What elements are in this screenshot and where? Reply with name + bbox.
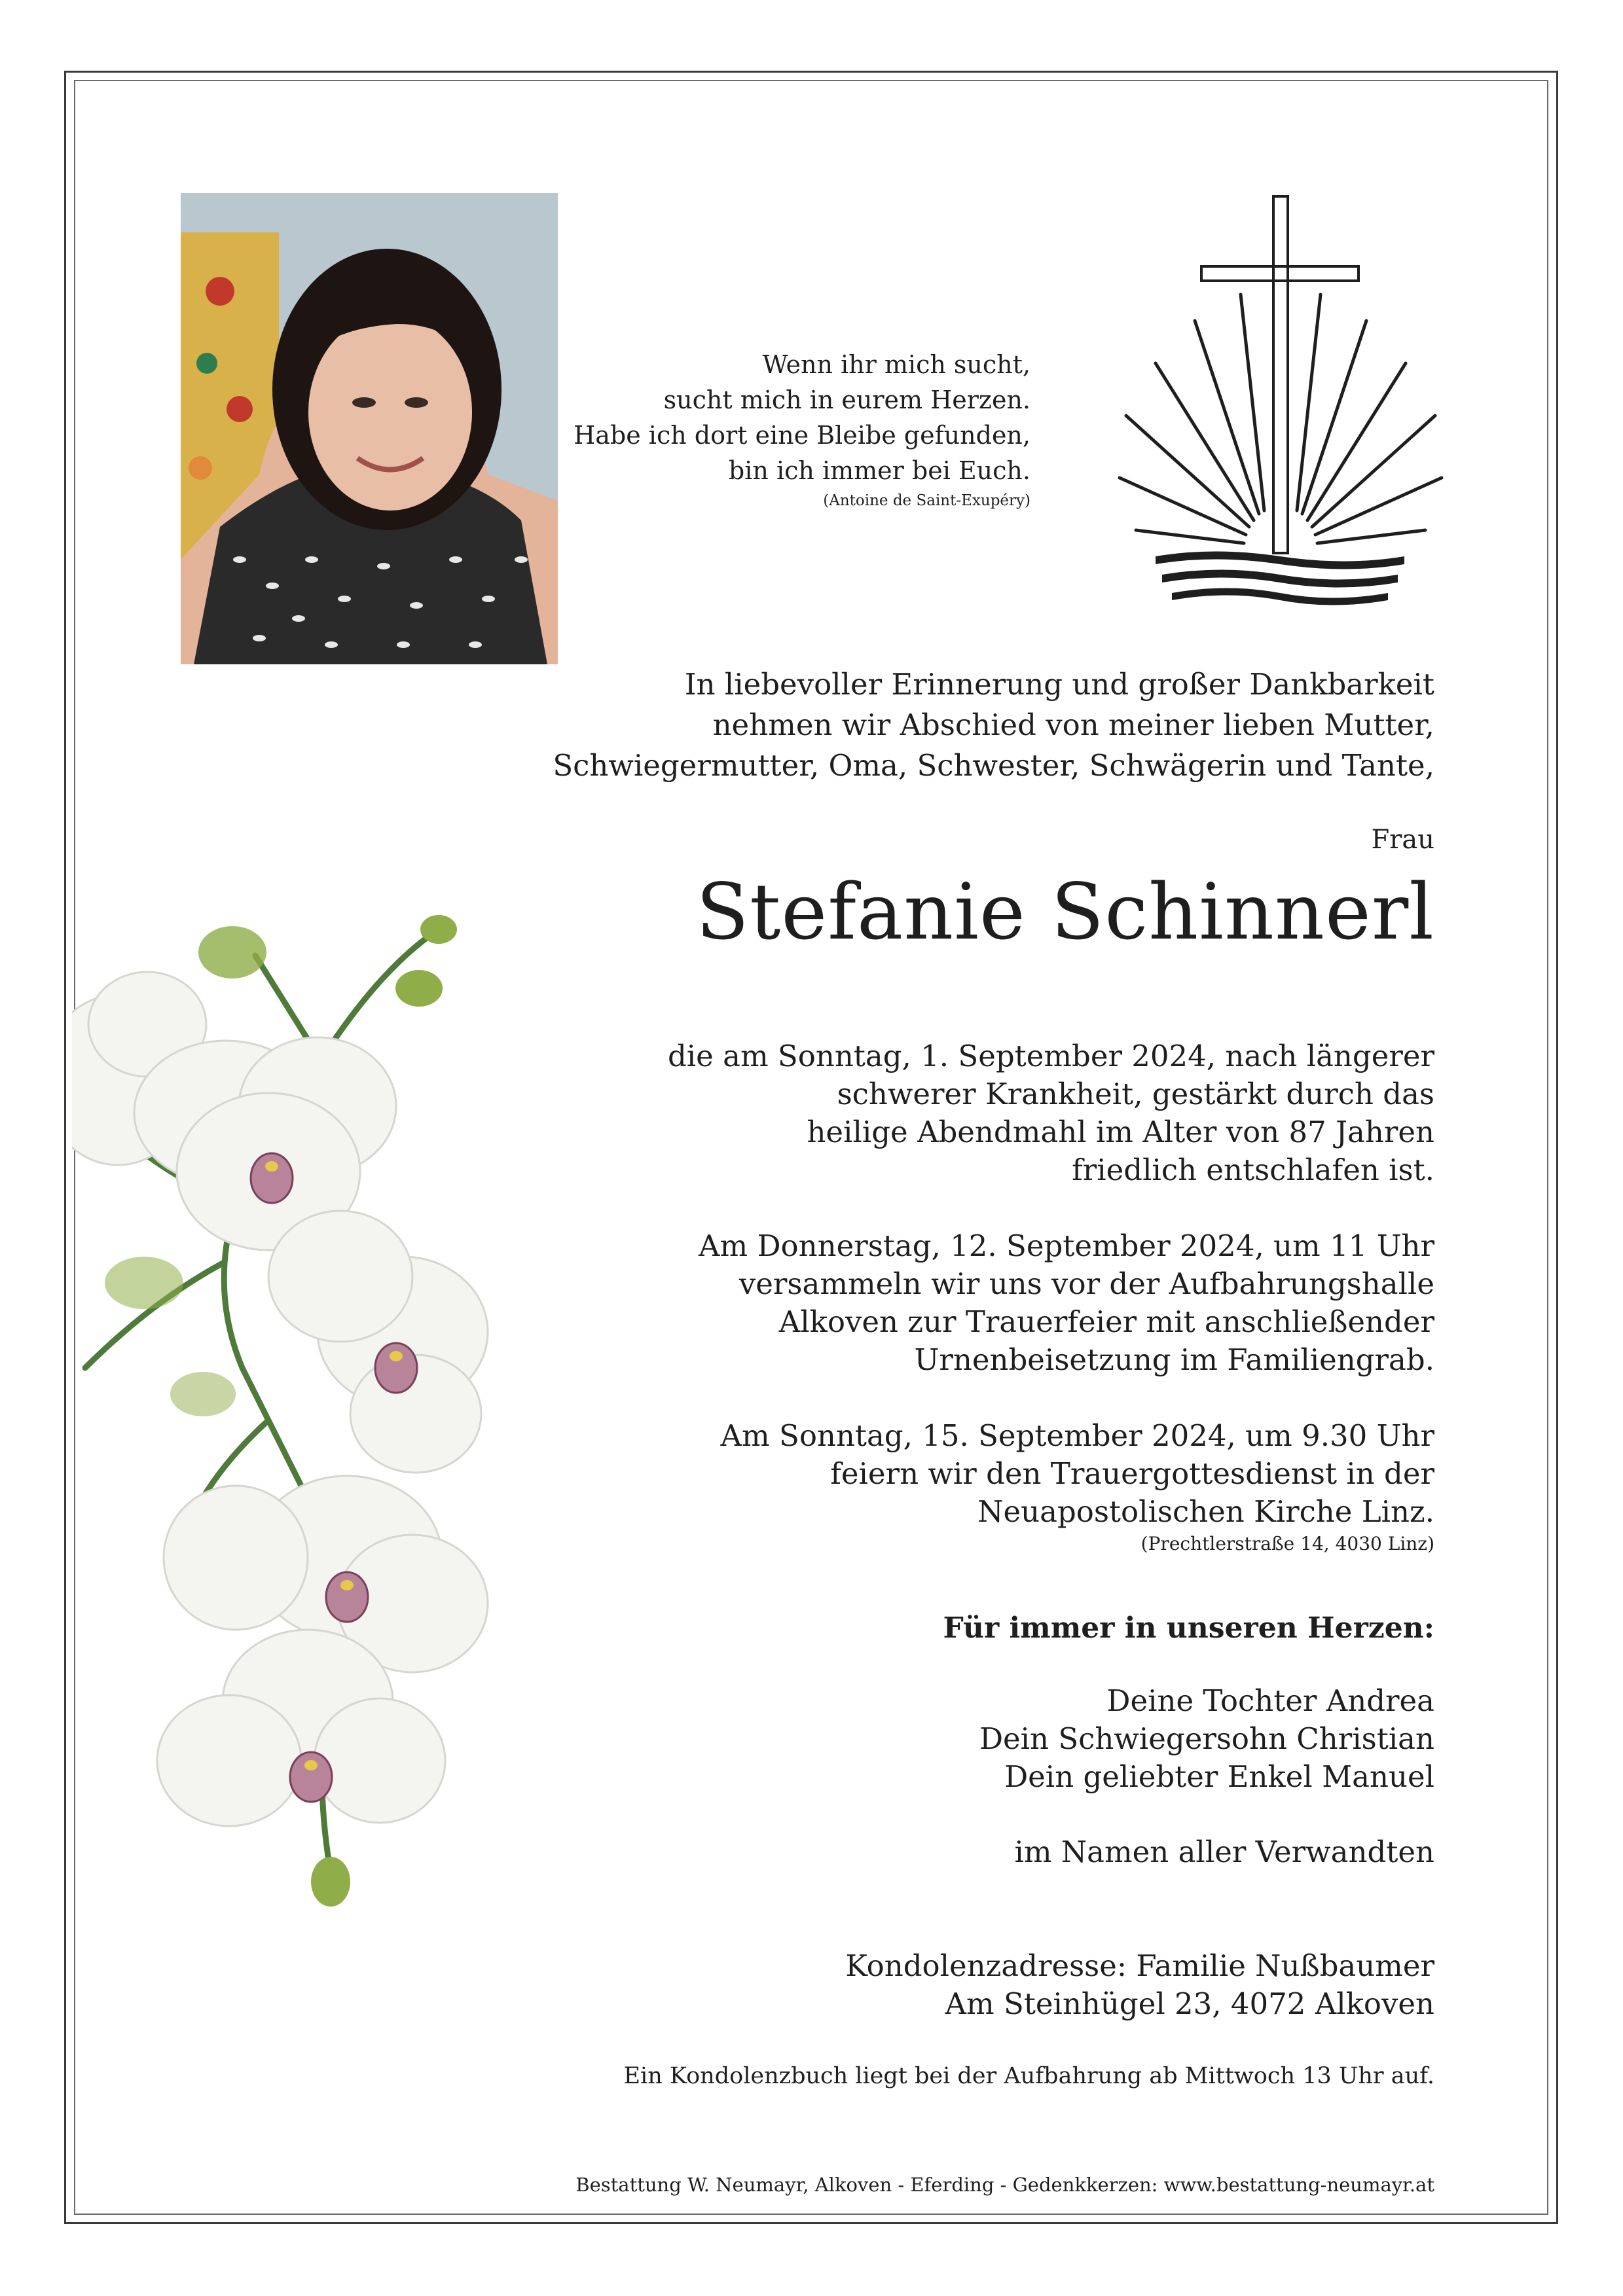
- on-behalf: im Namen aller Verwandten: [1014, 1835, 1434, 1869]
- death-notice-line: friedlich entschlafen ist.: [1072, 1153, 1434, 1187]
- death-notice-line: schwerer Krankheit, gestärkt durch das: [837, 1077, 1434, 1111]
- service-line: Am Sonntag, 15. September 2024, um 9.30 Uhr: [720, 1418, 1434, 1453]
- intro-line: nehmen wir Abschied von meiner lieben Mutter,: [712, 708, 1434, 742]
- portrait-photo: [181, 193, 558, 664]
- signer: Deine Tochter Andrea: [1106, 1683, 1434, 1718]
- service-line: Neuapostolischen Kirche Linz.: [977, 1494, 1434, 1529]
- service-line: feiern wir den Trauergottesdienst in der: [830, 1456, 1434, 1491]
- condolence-address-line: Am Steinhügel 23, 4072 Alkoven: [945, 1986, 1434, 2021]
- death-notice-line: die am Sonntag, 1. September 2024, nach längerer: [667, 1039, 1434, 1073]
- signer: Dein geliebter Enkel Manuel: [1004, 1759, 1434, 1794]
- deceased-name: Stefanie Schinnerl: [696, 867, 1434, 957]
- orchid-decoration: [72, 897, 576, 1931]
- funeral-line: Am Donnerstag, 12. September 2024, um 11 Uhr: [698, 1229, 1434, 1263]
- funeral-line: Urnenbeisetzung im Familiengrab.: [914, 1342, 1434, 1377]
- condolence-book-note: Ein Kondolenzbuch liegt bei der Aufbahrung ab Mittwoch 13 Uhr auf.: [623, 2063, 1434, 2089]
- death-notice-line: heilige Abendmahl im Alter von 87 Jahren: [807, 1115, 1434, 1149]
- service-details: [721, 1417, 1434, 1557]
- poem-line: Wenn ihr mich sucht,: [762, 350, 1030, 379]
- signer: Dein Schwiegersohn Christian: [979, 1721, 1434, 1756]
- intro-line: In liebevoller Erinnerung und großer Dankbarkeit: [684, 667, 1434, 702]
- intro-line: Schwiegermutter, Oma, Schwester, Schwägerin und Tante,: [553, 748, 1434, 783]
- funeral-line: versammeln wir uns vor der Aufbahrungshalle: [739, 1266, 1434, 1301]
- death-notice: [668, 1037, 1434, 1189]
- poem-line: Habe ich dort eine Bleibe gefunden,: [574, 421, 1030, 450]
- closing-phrase: Für immer in unseren Herzen:: [943, 1611, 1434, 1645]
- intro-text: [553, 664, 1434, 786]
- church-address: (Prechtlerstraße 14, 4030 Linz): [1140, 1533, 1434, 1554]
- salutation: Frau: [1371, 825, 1434, 855]
- poem-citation: (Antoine de Saint-Exupéry): [823, 492, 1030, 509]
- condolence-address: [845, 1947, 1434, 2023]
- poem: [574, 347, 1030, 512]
- footer: Bestattung W. Neumayr, Alkoven - Eferding - Gedenkkerzen: www.bestattung-neumayr.at: [575, 2174, 1434, 2196]
- cross-sun-water-icon: [1116, 190, 1444, 609]
- signers: [979, 1682, 1434, 1796]
- funeral-line: Alkoven zur Trauerfeier mit anschließender: [778, 1304, 1434, 1339]
- funeral-details: [699, 1227, 1434, 1379]
- poem-line: bin ich immer bei Euch.: [728, 456, 1030, 485]
- poem-line: sucht mich in eurem Herzen.: [663, 386, 1030, 414]
- condolence-address-line: Kondolenzadresse: Familie Nußbaumer: [845, 1948, 1434, 1983]
